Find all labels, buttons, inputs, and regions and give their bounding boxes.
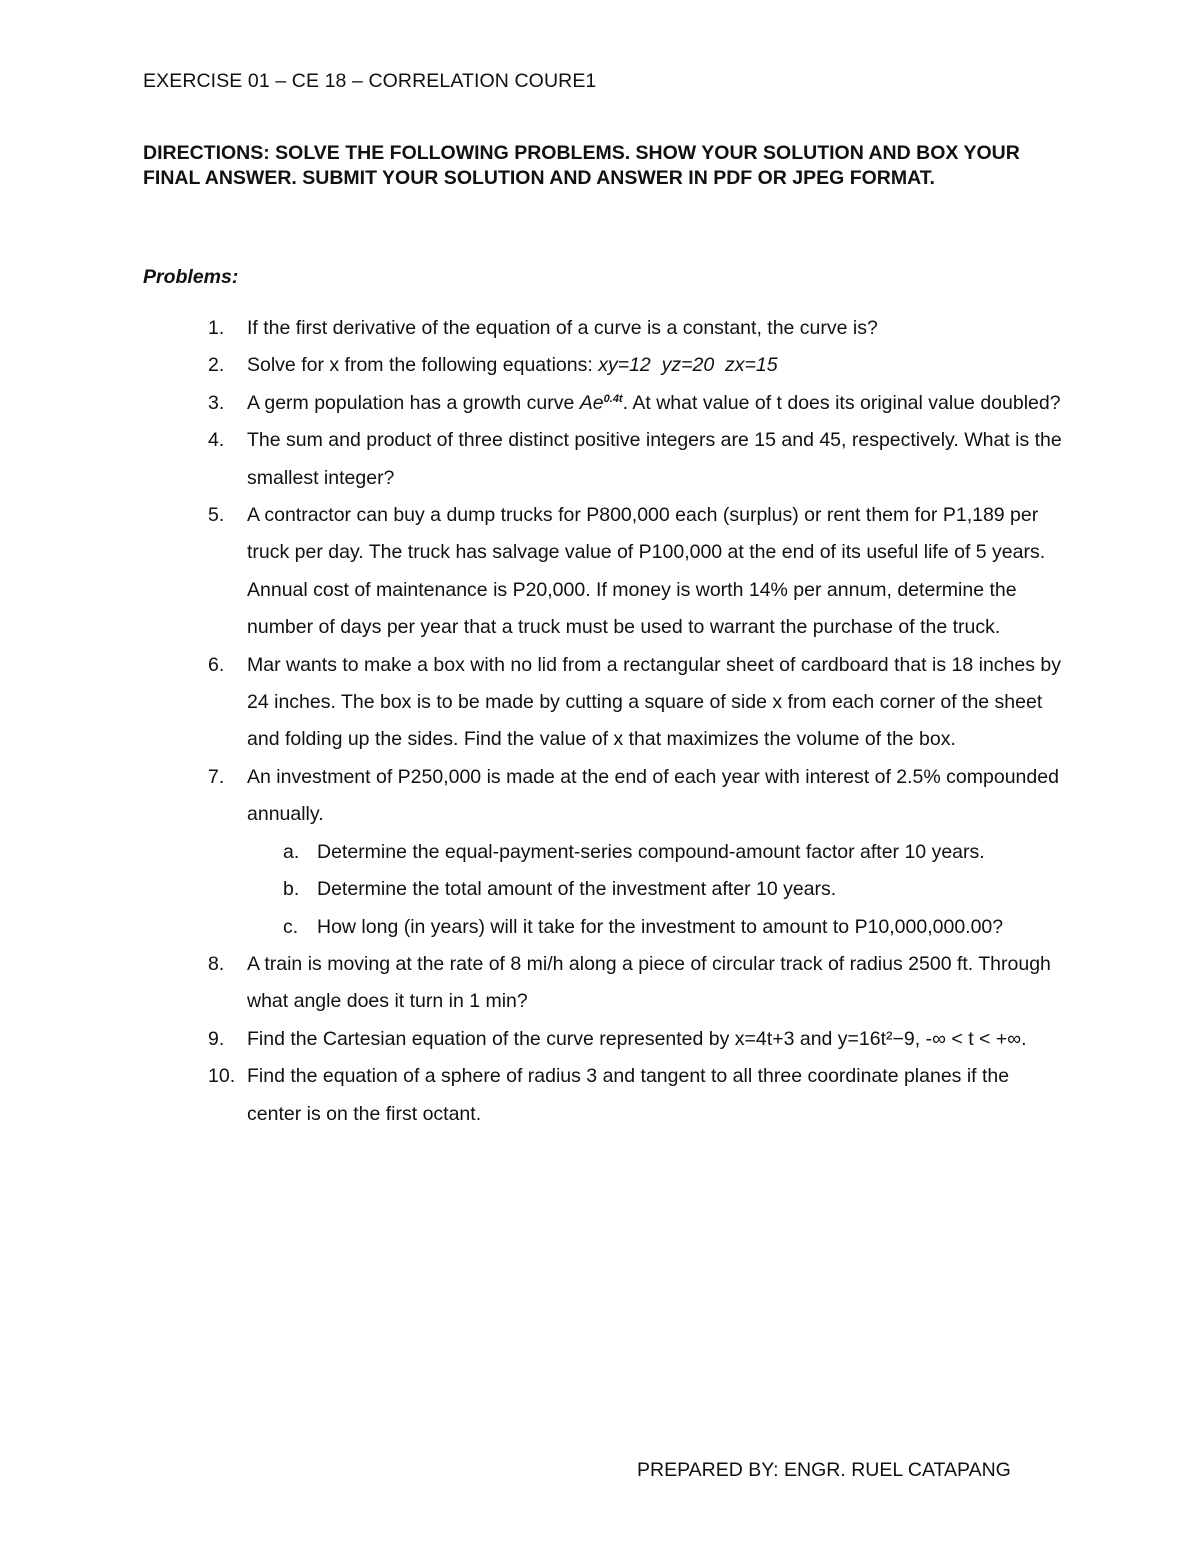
subproblem-text: Determine the total amount of the investment after 10 years.	[317, 878, 837, 901]
prepared-by: PREPARED BY: ENGR. RUEL CATAPANG	[637, 1459, 1011, 1481]
problem-number: 8.	[208, 952, 225, 975]
growth-formula-base: Ae	[579, 391, 604, 414]
problems-heading: Problems:	[143, 266, 239, 288]
problem-number: 2.	[208, 354, 225, 377]
problem-equations: xy=12 yz=20 zx=15	[598, 354, 778, 377]
problem-text: Find the Cartesian equation of the curve represented by x=4t+3 and y=16t²−9, -∞ < t < +∞.	[247, 1027, 1027, 1050]
subproblem-item-a	[0, 834, 1200, 871]
problem-item-2	[0, 347, 1200, 384]
problem-item-8	[0, 946, 1200, 1021]
problem-number: 9.	[208, 1027, 225, 1050]
problem-text: A contractor can buy a dump trucks for P800,000 each (surplus) or rent them for P1,189 per truck per day. The truck has salvage value of P100,000 at the end of its useful life of 5 years. Annual cost of maintenance is P20,000. If money is worth 14% per annum, determine the number of days per year that a truck must be used to warrant the purchase of the truck.	[247, 504, 1046, 639]
problem-text: Mar wants to make a box with no lid from a rectangular sheet of cardboard that is 18 inches by 24 inches. The box is to be made by cutting a square of side x from each corner of the sheet and folding up the sides. Find the value of x that maximizes the volume of the box.	[247, 653, 1062, 751]
problem-item-4	[0, 422, 1200, 497]
problem-text: Find the equation of a sphere of radius 3 and tangent to all three coordinate planes if the center is on the first octant.	[247, 1065, 1010, 1125]
problem-item-3	[0, 385, 1200, 422]
problem-number: 3.	[208, 391, 225, 414]
problem-text: Solve for x from the following equations:	[247, 354, 599, 377]
problem-text: The sum and product of three distinct positive integers are 15 and 45, respectively. What is the smallest integer?	[247, 429, 1062, 489]
subproblem-letter: b.	[283, 878, 300, 901]
directions-text: DIRECTIONS: SOLVE THE FOLLOWING PROBLEMS. SHOW YOUR SOLUTION AND BOX YOUR FINAL ANSWER. SUBMIT YOUR SOLUTION AND ANSWER IN PDF OR JPEG FORMAT.	[143, 142, 1020, 189]
problem-number: 10.	[208, 1065, 236, 1088]
subproblem-text: Determine the equal-payment-series compound-amount factor after 10 years.	[317, 840, 985, 863]
subproblem-item-c	[0, 909, 1200, 946]
problem-item-7	[0, 759, 1200, 834]
problem-text-continued: . At what value of t does its original value doubled?	[622, 391, 1061, 414]
problem-number: 1.	[208, 317, 225, 339]
growth-formula-exponent: 0.4t	[603, 392, 623, 405]
problem-text: An investment of P250,000 is made at the end of each year with interest of 2.5% compounded annually.	[247, 765, 1059, 826]
problem-number: 7.	[208, 765, 225, 788]
problem-text: If the first derivative of the equation of a curve is a constant, the curve is?	[247, 317, 878, 339]
problem-item-10	[0, 1058, 1200, 1133]
problem-number: 5.	[208, 504, 225, 527]
problem-item-9	[0, 1021, 1200, 1058]
subproblem-text: How long (in years) will it take for the investment to amount to P10,000,000.00?	[317, 915, 1004, 938]
exercise-title: EXERCISE 01 – CE 18 – CORRELATION COURE1	[143, 70, 597, 92]
problem-list	[0, 310, 1200, 1133]
problem-number: 6.	[208, 653, 225, 676]
problem-text: A germ population has a growth curve	[247, 391, 580, 414]
problem-item-1	[0, 310, 1200, 347]
problem-number: 4.	[208, 429, 225, 452]
subproblem-letter: c.	[283, 915, 299, 938]
subproblem-item-b	[0, 871, 1200, 908]
problem-text: A train is moving at the rate of 8 mi/h along a piece of circular track of radius 2500 ft. Through what angle does it turn in 1 min?	[247, 952, 1051, 1013]
problem-item-5	[0, 497, 1200, 647]
problem-item-6	[0, 647, 1200, 759]
subproblem-letter: a.	[283, 840, 300, 863]
